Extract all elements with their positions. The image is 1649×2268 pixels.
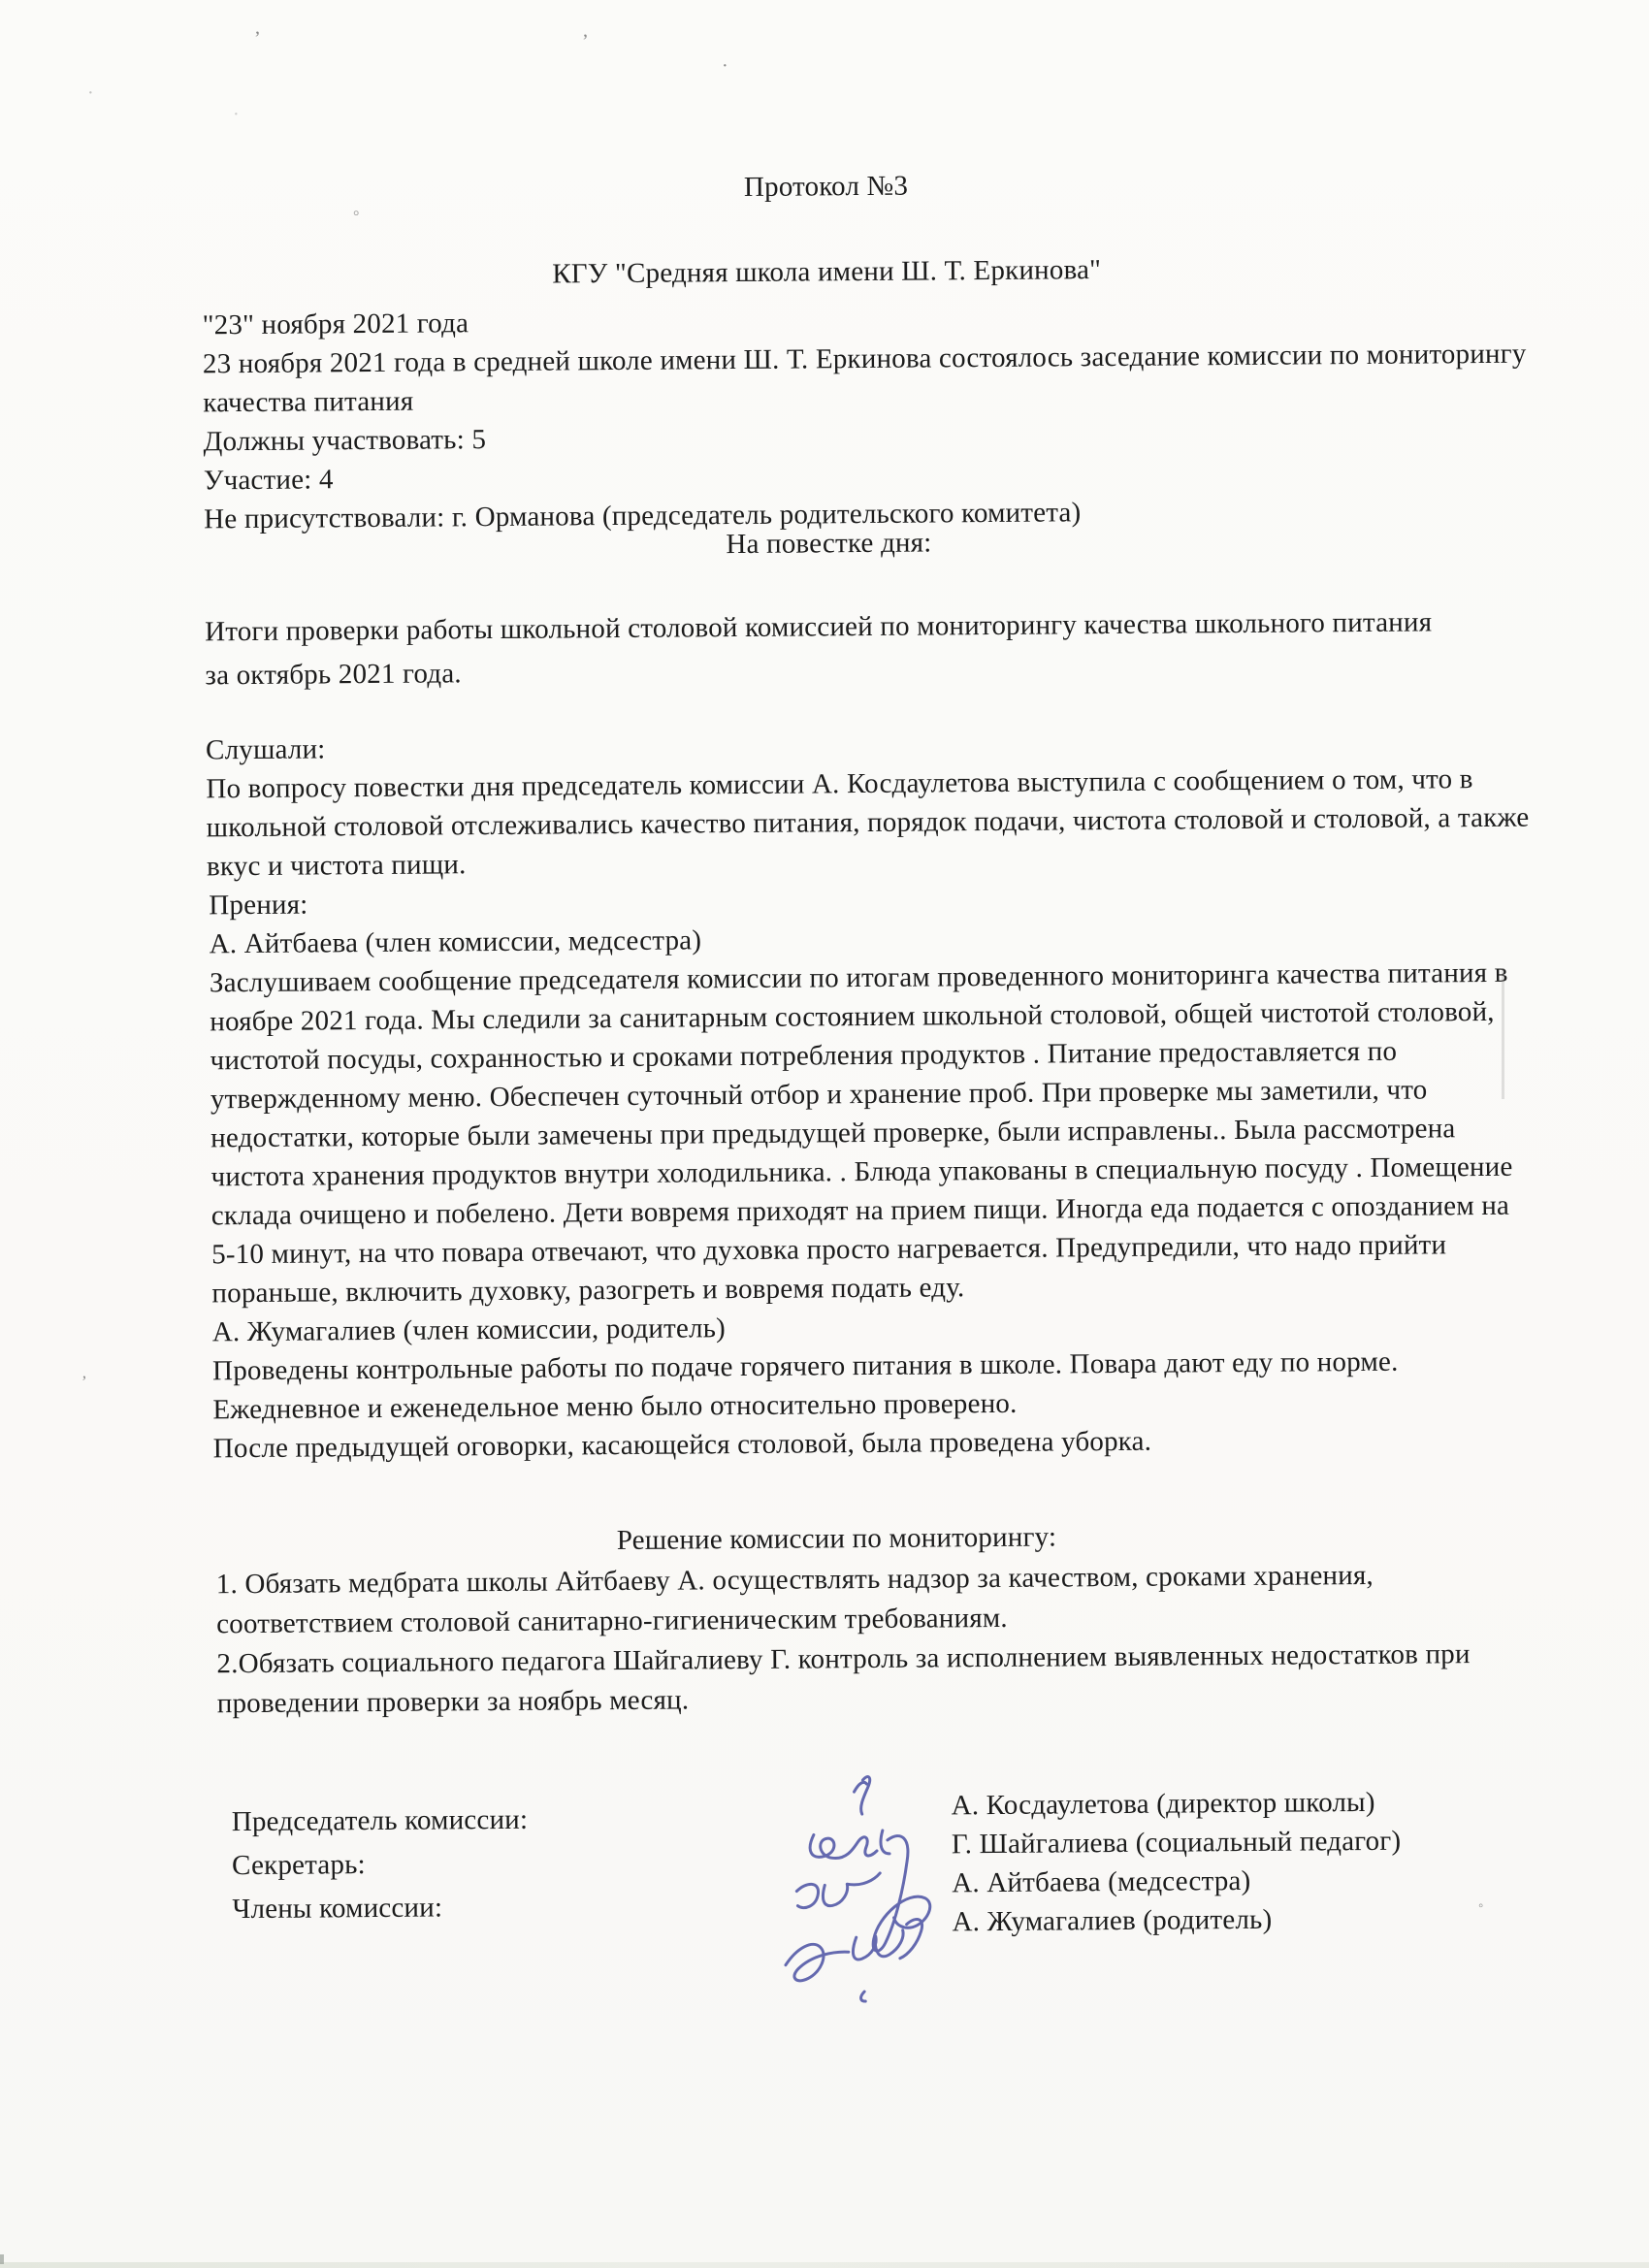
scan-speck: · (722, 55, 728, 77)
meta-section (202, 296, 1528, 539)
handwritten-signatures (768, 1769, 951, 2013)
scan-speck: · (233, 104, 240, 125)
speaker2-line: Ежедневное и еженедельное меню было относительно проверено. (212, 1387, 1018, 1426)
role-members: Члены комиссии: (232, 1892, 443, 1926)
scan-speck: ʼ (254, 28, 261, 49)
scan-speck: ◦ (1478, 1898, 1484, 1914)
scan-speck: ʼ (582, 31, 589, 52)
role-secretary: Секретарь: (231, 1849, 366, 1882)
agenda-heading: На повестке дня: (726, 527, 932, 561)
speaker2-line: После предыдущей оговорки, касающейся столовой, была проведена уборка. (212, 1425, 1152, 1465)
decisions-section (216, 1555, 1546, 1725)
signature-roles (232, 1797, 737, 1931)
date-line: "23" ноября 2021 года (202, 308, 469, 341)
role-chairman: Председатель комиссии: (231, 1803, 529, 1838)
scan-speck: · (87, 82, 94, 104)
signer-name: А. Косдаулетова (директор школы) (951, 1786, 1375, 1822)
organization-name: КГУ "Средняя школа имени Ш. Т. Еркинова" (552, 254, 1102, 290)
signature-names (951, 1781, 1572, 1941)
scan-speck: ° (353, 209, 360, 225)
speaker1-name: А. Айтбаева (член комиссии, медсестра) (209, 924, 702, 960)
speaker2-line: Проведены контрольные работы по подаче горячего питания в школе. Повара дают еду по норме. (211, 1345, 1399, 1387)
speaker1-statement: Заслушиваем сообщение председателя комиссии по итогам проведенного мониторинга качества питания в ноябре 2021 года. Мы следили за санитарным состоянием школьной столовой, общей чистотой столовой, чистотой посуды, сохранностью и сроками потребления продуктов . Питание предоставляется по утвержденному меню. Обеспечен суточный отбор и хранение проб. При проверке мы заметили, что недостатки, которые были замечены при предыдущей проверке, были исправлены.. Была рассмотрена чистота хранения продуктов внутри холодильника. . Блюда упакованы в специальную посуду . Помещение склада очищено и побелено. Дети вовремя приходят на прием пищи. Иногда еда подается с опозданием на 5-10 минут, на что повара отвечают, что духовка просто нагревается. Предупредили, что надо прийти пораньше, включить духовку, разогреть и вовремя подать еду. (209, 956, 1513, 1310)
scan-streak (1502, 968, 1504, 1099)
attended-line: Участие: 4 (203, 464, 334, 497)
must-attend-line: Должны участвовать: 5 (203, 424, 487, 458)
decision-item: 2.Обязать социального педагога Шайгалиеву Г. контроль за исполнением выявленных недостатков при проведении проверки за ноябрь месяц. (216, 1638, 1471, 1720)
heard-heading: Слушали: (205, 733, 326, 766)
signer-name: А. Айтбаева (медсестра) (952, 1864, 1251, 1899)
speaker2-name: А. Жумагалиев (член комиссии, родитель) (211, 1312, 727, 1348)
document-title: Протокол №3 (743, 170, 909, 203)
heard-section (206, 721, 1531, 887)
debate-heading: Прения: (209, 889, 308, 922)
decision-item: 1. Обязать медбрата школы Айтбаеву А. осуществлять надзор за качеством, сроками хранения, соответствием столовой санитарно-гигиеническим требованиям. (215, 1559, 1374, 1640)
signer-name: Г. Шайгалиева (социальный педагог) (951, 1825, 1402, 1861)
agenda-item: Итоги проверки работы школьной столовой комиссией по мониторингу качества школьного питания за октябрь 2021 года. (204, 606, 1433, 692)
intro-line: 23 ноября 2021 года в средней школе имени Ш. Т. Еркинова состоялось заседание комиссии по мониторингу качества питания (202, 338, 1527, 419)
absent-line: Не присутствовали: г. Орманова (председатель родительского комитета) (204, 497, 1082, 535)
scan-bottom-edge (0, 2262, 1649, 2268)
signer-name: А. Жумагалиев (родитель) (952, 1903, 1273, 1938)
decision-heading: Решение комиссии по мониторингу: (616, 1521, 1057, 1557)
scan-speck: ʼ (81, 1373, 87, 1391)
debate-section (209, 876, 1542, 1469)
heard-text: По вопросу повестки дня председатель комиссии А. Косдаулетова выступила с сообщением о том, что в школьной столовой отслеживались качество питания, порядок подачи, чистота столовой и столовой, а также вкус и чистота пищи. (206, 763, 1530, 883)
scan-corner-mark (0, 2254, 4, 2264)
